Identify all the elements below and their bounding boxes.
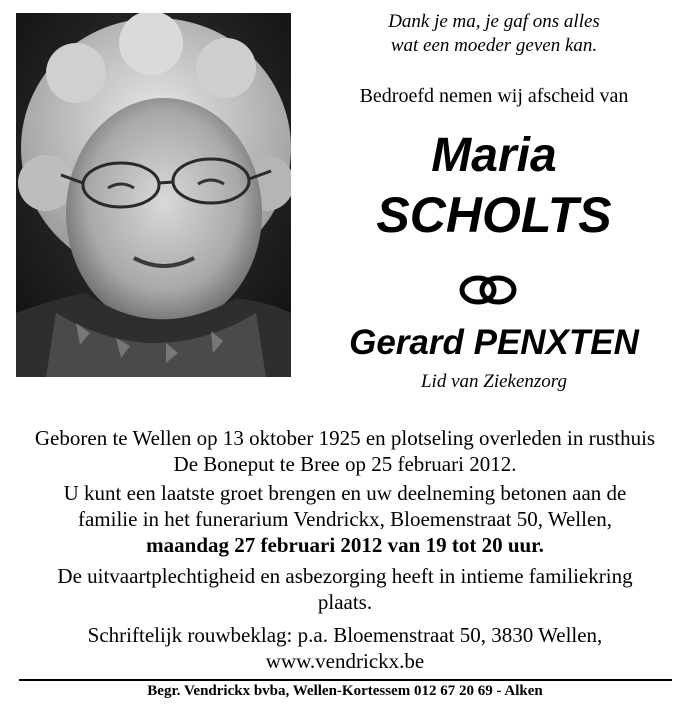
deceased-last-name: SCHOLTS xyxy=(376,187,612,243)
wedding-rings-icon xyxy=(456,273,520,307)
funeral-line-2: plaats. xyxy=(317,590,373,614)
birth-death-line-2: De Boneput te Bree op 25 februari 2012. xyxy=(173,452,517,476)
visitation-line-2: familie in het funerarium Vendrickx, Bloemenstraat 50, Wellen, xyxy=(77,507,613,531)
visitation-line-1: U kunt een laatste groet brengen en uw deelneming betonen aan de xyxy=(63,481,627,505)
deceased-first-name: Maria xyxy=(431,129,557,182)
visitation-datetime: maandag 27 februari 2012 van 19 tot 20 uur. xyxy=(146,533,544,557)
birth-death-line-1: Geboren te Wellen op 13 oktober 1925 en plotseling overleden in rusthuis xyxy=(34,426,656,450)
funeral-line-1: De uitvaartplechtigheid en asbezorging heeft in intieme familiekring xyxy=(57,564,633,588)
condolences-line-1: Schriftelijk rouwbeklag: p.a. Bloemenstraat 50, 3830 Wellen, xyxy=(87,623,603,647)
memorial-quote xyxy=(305,10,683,58)
quote-line-1: Dank je ma, je gaf ons alles xyxy=(388,11,600,32)
spouse-name: Gerard PENXTEN xyxy=(349,323,639,362)
condolences-website: www.vendrickx.be xyxy=(265,649,425,673)
portrait-photo xyxy=(16,13,291,377)
funeral-paragraph xyxy=(8,563,682,615)
membership-note: Lid van Ziekenzorg xyxy=(420,371,567,392)
condolences-paragraph xyxy=(8,622,682,674)
farewell-intro: Bedroefd nemen wij afscheid van xyxy=(359,85,629,107)
footer-divider xyxy=(19,679,672,681)
visitation-paragraph xyxy=(8,480,682,558)
birth-death-paragraph xyxy=(8,425,682,477)
quote-line-2: wat een moeder geven kan. xyxy=(390,35,598,56)
funeral-home-footer: Begr. Vendrickx bvba, Wellen-Kortessem 012 67 20 69 - Alken xyxy=(147,683,543,699)
